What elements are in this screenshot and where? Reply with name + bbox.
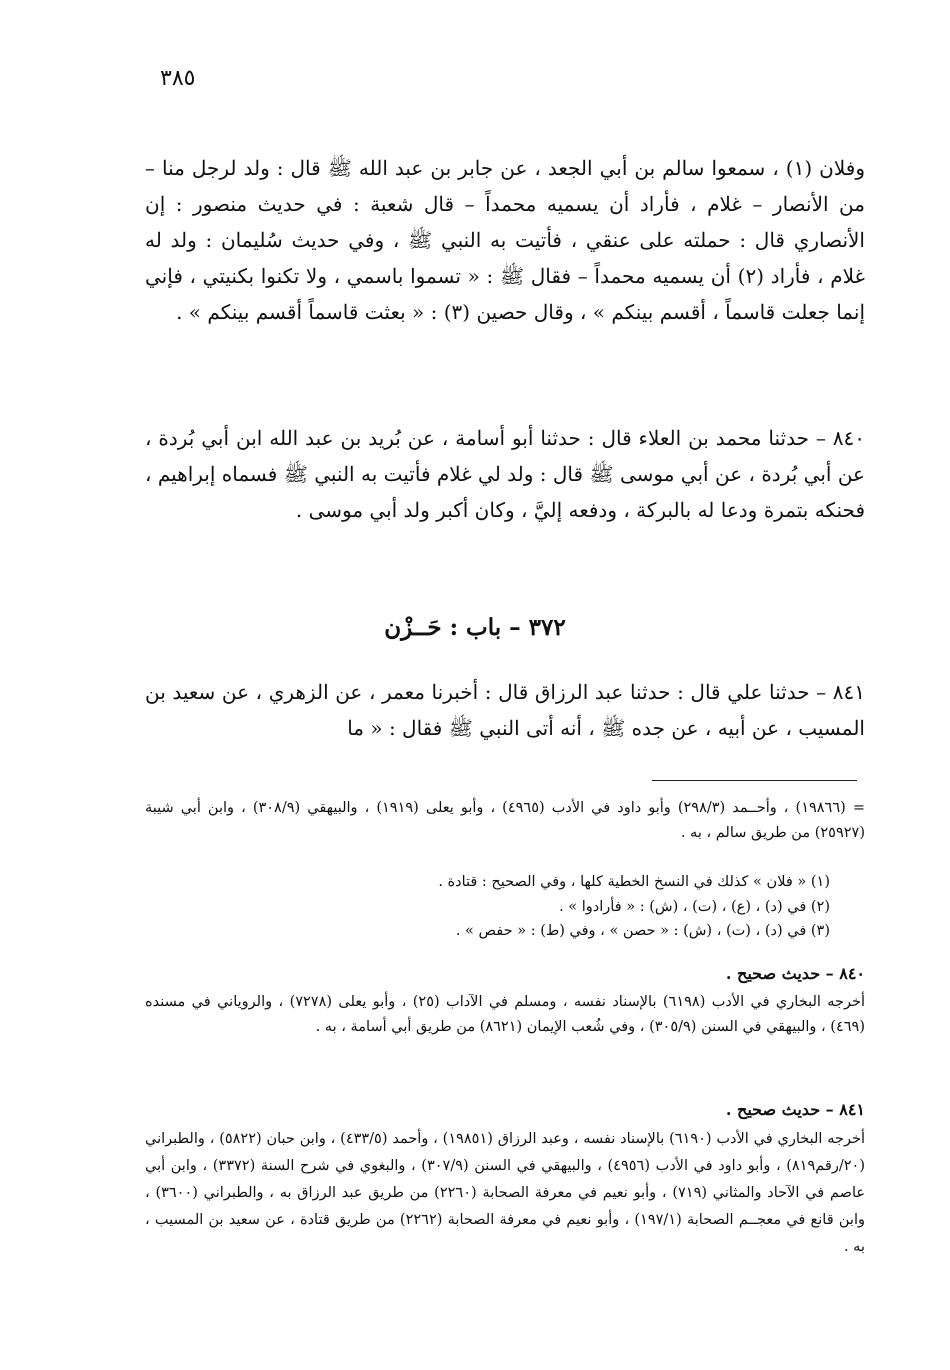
footnote-3: (٣) في (د) ، (ت) ، (ش) : « حصن » ، وفي (ط) : « حفص » . xyxy=(455,923,830,939)
takhrij-841-heading: ٨٤١ – حديث صحيح . xyxy=(725,1100,865,1119)
takhrij-840-body: أخرجه البخاري في الأدب (٦١٩٨) بالإسناد نفسه ، ومسلم في الآداب (٢٥) ، وأبو يعلى (٧٢٧٨) ، والروياني في مسنده (٤٦٩) ، والبيهقي في السنن (٣٠٥/٩) ، وفي شُعب الإيمان (٨٦٢١) من طريق أبي أسامة ، به . xyxy=(145,994,866,1035)
footnote-list xyxy=(270,870,830,944)
chapter-heading: ٣٧٢ – باب : حَــزْن xyxy=(384,614,566,641)
footnote-continuation: = (١٩٨٦٦) ، وأحــمد (٢٩٨/٣) وأبو داود في الأدب (٤٩٦٥) ، وأبو يعلى (١٩١٩) ، والبيهقي (٣٠٨/٩) ، وابن أبي شيبة (٢٥٩٢٧) من طريق سالم ، به . xyxy=(145,800,865,841)
hadith-841: ٨٤١ – حدثنا علي قال : حدثنا عبد الرزاق قال : أخبرنا معمر ، عن الزهري ، عن سعيد بن المسيب ، عن أبيه ، عن جده ﷺ ، أنه أتى النبي ﷺ فقال : « ما xyxy=(145,680,865,740)
takhrij-841-body: أخرجه البخاري في الأدب (٦١٩٠) بالإسناد نفسه ، وعبد الرزاق (١٩٨٥١) ، وأحمد (٤٣٣/٥) ، وابن حبان (٥٨٢٢) ، والطبراني (٢٠/رقم٨١٩) ، وأبو داود في الأدب (٤٩٥٦) ، والبيهقي في السنن (٣٠٧/٩) ، والبغوي في شرح السنة (٣٣٧٢) ، وابن أبي عاصم في الآحاد والمثاني (٧١٩) ، وأبو نعيم في معرفة الصحابة (٢٢٦٠) من طريق عبد الرزاق به ، والطبراني (٣٦٠٠) ، وابن قانع في معجــم الصحابة (١٩٧/١) ، وأبو نعيم في معرفة الصحابة (٢٢٦٢) من طريق قتادة ، عن سعيد بن المسيب ، به . xyxy=(145,1131,866,1255)
paragraph-continuation: وفلان (١) ، سمعوا سالم بن أبي الجعد ، عن جابر بن عبد الله ﷺ قال : ولد لرجل منا – من الأنصار – غلام ، فأراد أن يسميه محمداً – قال شعبة : في حديث منصور : إن الأنصاري قال : حملته على عنقي ، فأتيت به النبي ﷺ ، وفي حديث سُليمان : ولد له غلام ، فأراد (٢) أن يسميه محمداً – فقال ﷺ : « تسموا باسمي ، ولا تكنوا بكنيتي ، فإني إنما جعلت قاسماً ، أقسم بينكم » ، وقال حصين (٣) : « بعثت قاسماً أقسم بينكم » . xyxy=(145,156,865,324)
hadith-840: ٨٤٠ – حدثنا محمد بن العلاء قال : حدثنا أبو أسامة ، عن بُريد بن عبد الله ابن أبي بُردة ، عن أبي بُردة ، عن أبي موسى ﷺ قال : ولد لي غلام فأتيت به النبي ﷺ فسماه إبراهيم ، فحنكه بتمرة ودعا له بالبركة ، ودفعه إليَّ ، وكان أكبر ولد أبي موسى . xyxy=(145,426,865,522)
footnote-2: (٢) في (د) ، (ع) ، (ت) ، (ش) : « فأرادوا » . xyxy=(559,898,830,915)
footnote-1: (١) « فلان » كذلك في النسخ الخطية كلها ، وفي الصحيح : قتادة . xyxy=(438,874,830,890)
page-number: ٣٨٥ xyxy=(160,66,196,91)
footnote-divider xyxy=(652,780,857,781)
takhrij-840-heading: ٨٤٠ – حديث صحيح . xyxy=(725,964,865,983)
